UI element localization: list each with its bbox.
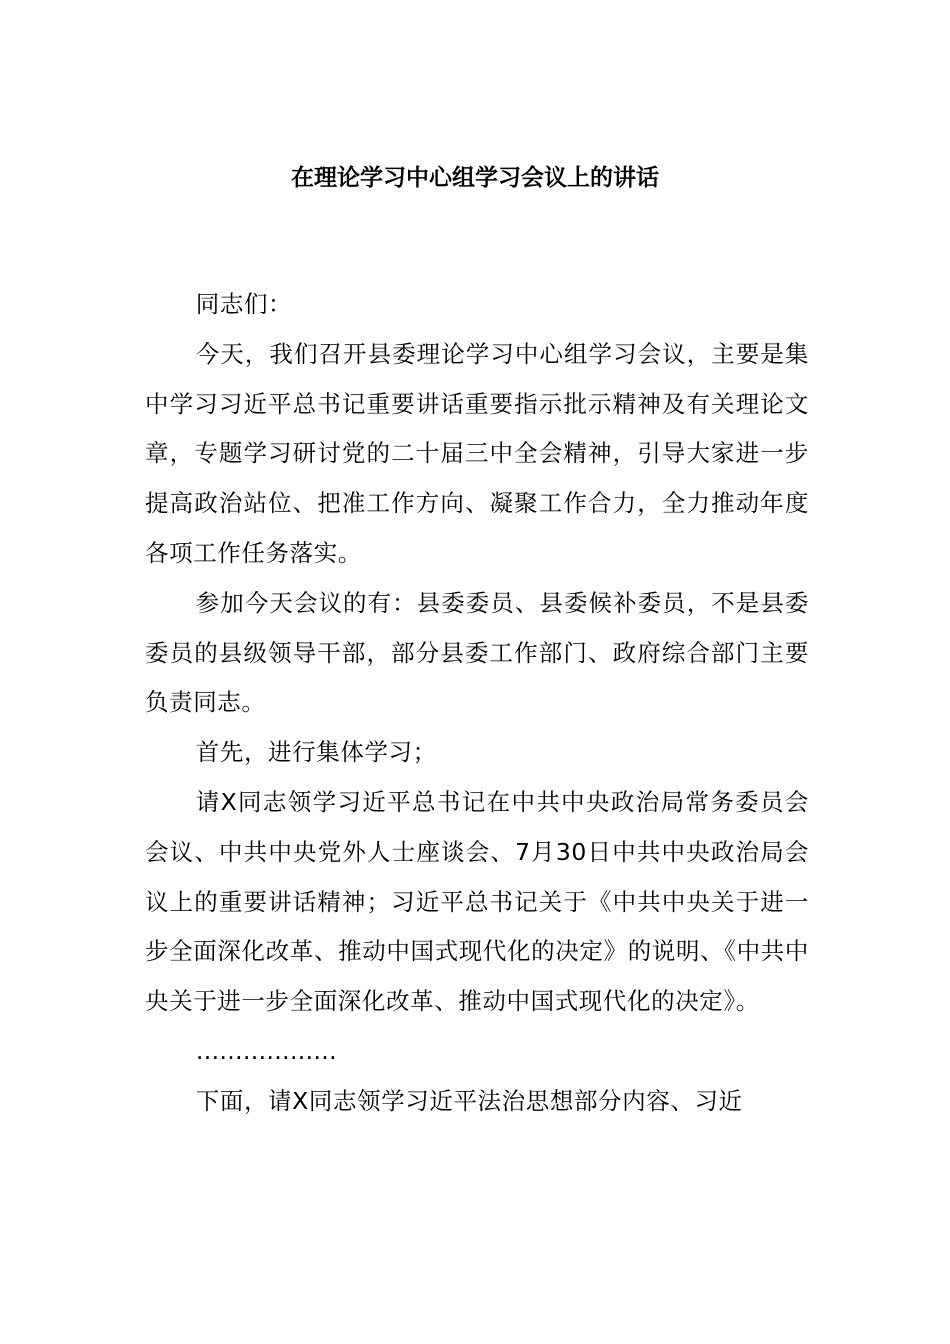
- intro-paragraph: 今天，我们召开县委理论学习中心组学习会议，主要是集中学习习近平总书记重要讲话重要指示批示精神及有关理论文章，专题学习研讨党的二十届三中全会精神，引导大家进一步提高政治站位、把准工作方向、凝聚工作合力，全力推动年度各项工作任务落实。: [145, 339, 809, 567]
- document-body: [145, 280, 809, 1127]
- study-content-paragraph: 请X同志领学习近平总书记在中共中央政治局常务委员会会议、中共中央党外人士座谈会、7月30日中共中央政治局会议上的重要讲话精神；习近平总书记关于《中共中央关于进一步全面深化改革、推动中国式现代化的决定》的说明、《中共中央关于进一步全面深化改革、推动中国式现代化的决定》。: [145, 787, 809, 1016]
- attendees-paragraph: 参加今天会议的有：县委委员、县委候补委员，不是县委委员的县级领导干部，部分县委工作部门、政府综合部门主要负责同志。: [145, 588, 809, 717]
- ellipsis-paragraph: ………………: [195, 1036, 337, 1065]
- next-item-paragraph: 下面，请X同志领学习近平法治思想部分内容、习近: [195, 1086, 743, 1115]
- document-title: 在理论学习中心组学习会议上的讲话: [291, 165, 659, 191]
- salutation-paragraph: 同志们：: [195, 290, 293, 318]
- first-item-paragraph: 首先，进行集体学习；: [195, 738, 437, 767]
